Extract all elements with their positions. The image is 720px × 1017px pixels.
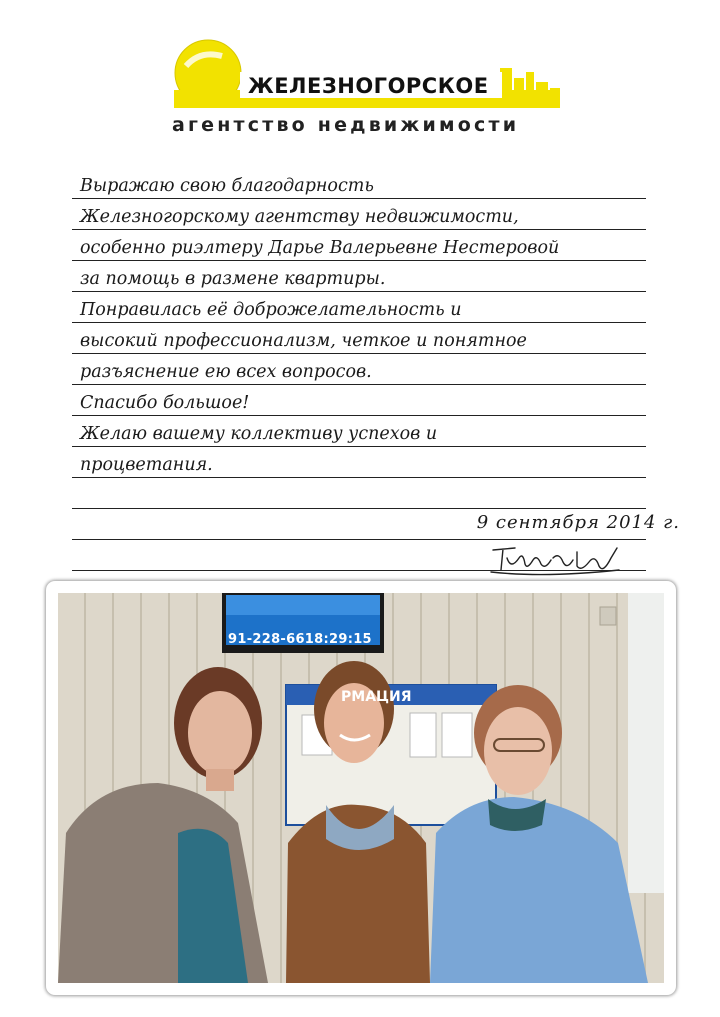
letter-line: процветания. [72,447,646,478]
letter-line: за помощь в размене квартиры. [72,261,646,292]
tv-display-text: 91-228-6618:29:15 [228,632,372,647]
letter-line: Железногорскому агентству недвижимости, [72,199,646,230]
letter-line: Спасибо большое! [72,385,646,416]
info-board-title: РМАЦИЯ [341,689,412,705]
letter-line: Желаю вашему коллективу успехов и [72,416,646,447]
letter-line: Выражаю свою благодарность [72,168,646,199]
letter-line: высокий профессионализм, четкое и понятное [72,323,646,354]
agency-subtitle: агентство недвижимости [172,114,520,136]
handwritten-signature [485,544,625,582]
letter-line: особенно риэлтеру Дарье Валерьевне Нестеровой [72,230,646,261]
letter-date: 9 сентября 2014 г. [476,512,680,533]
agency-name: ЖЕЛЕЗНОГОРСКОЕ [248,74,489,98]
group-photo-frame [46,581,676,995]
agency-logo [170,38,570,138]
letter-line: разъяснение ею всех вопросов. [72,354,646,385]
three-women-photo [58,593,664,983]
handwritten-letter [72,168,646,571]
letter-line-blank [72,478,646,509]
letter-line: Понравилась её доброжелательность и [72,292,646,323]
